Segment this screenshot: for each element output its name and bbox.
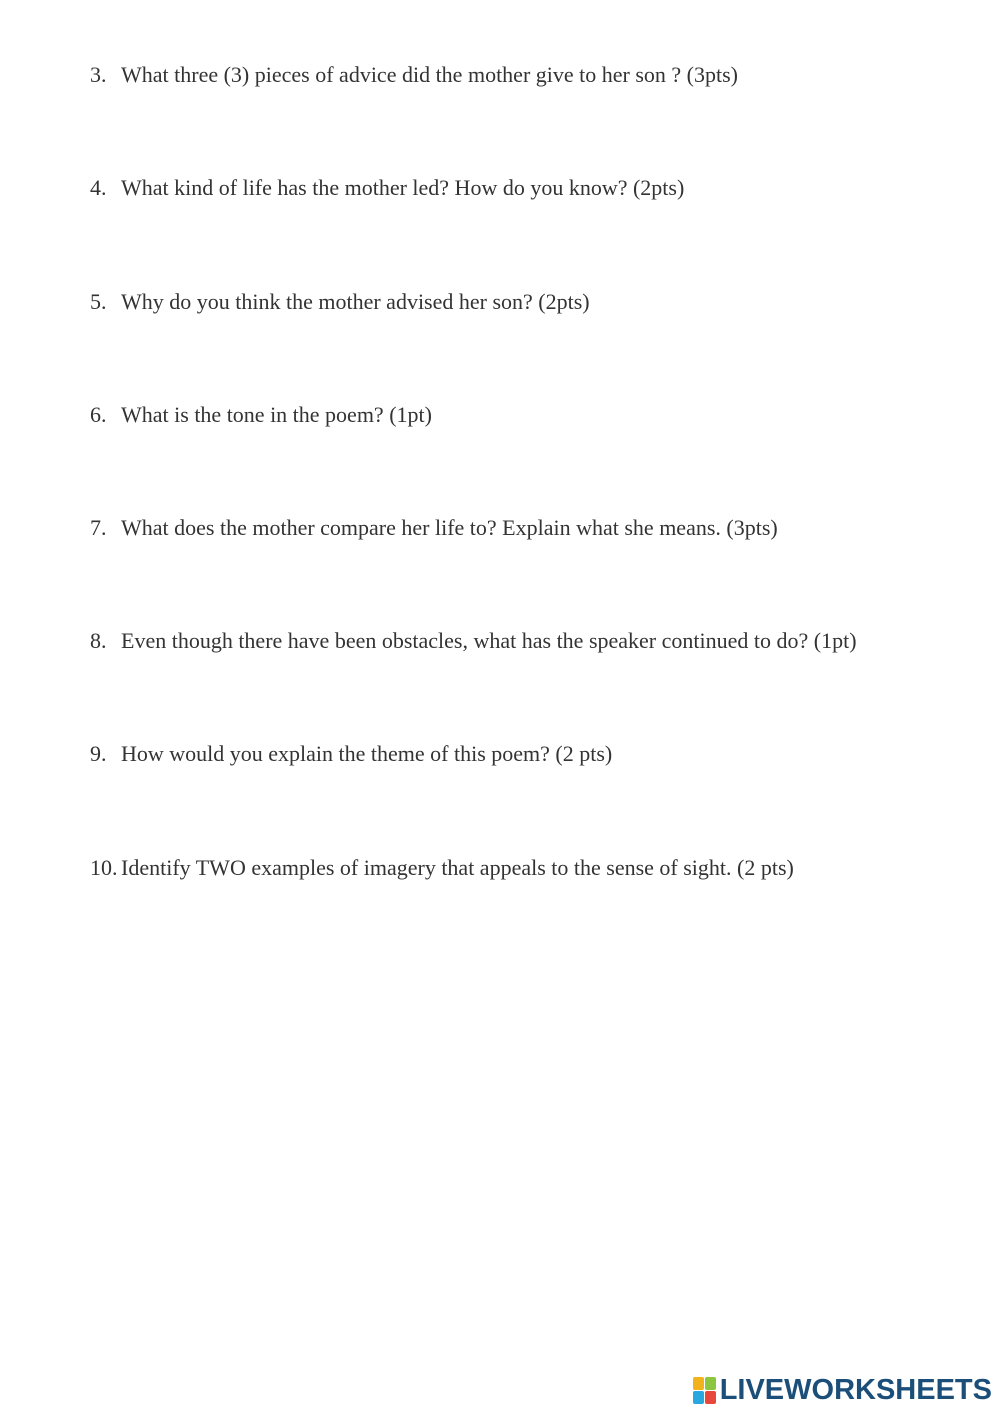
question-4 [90, 175, 684, 201]
question-text: What kind of life has the mother led? How do you know? (2pts) [121, 175, 685, 200]
logo-square-yellow [693, 1377, 704, 1390]
logo-square-blue [693, 1391, 704, 1404]
question-5 [90, 289, 590, 315]
question-number: 5. [90, 289, 107, 314]
question-number: 8. [90, 628, 107, 653]
question-text: How would you explain the theme of this poem? (2 pts) [121, 741, 613, 766]
question-text: Even though there have been obstacles, what has the speaker continued to do? (1pt) [121, 628, 857, 653]
question-number: 6. [90, 402, 107, 427]
question-7 [90, 515, 778, 541]
question-10 [90, 855, 794, 881]
question-text: Why do you think the mother advised her son? (2pts) [121, 289, 590, 314]
brand-name: LIVEWORKSHEETS [719, 1374, 992, 1406]
liveworksheets-brand[interactable] [693, 1374, 992, 1407]
question-6 [90, 402, 432, 428]
question-number: 7. [90, 515, 107, 540]
question-text: What does the mother compare her life to? Explain what she means. (3pts) [121, 515, 778, 540]
question-9 [90, 741, 612, 767]
question-text: What is the tone in the poem? (1pt) [121, 402, 432, 427]
logo-square-red [705, 1391, 716, 1404]
question-number: 4. [90, 175, 107, 200]
logo-square-green [705, 1377, 716, 1390]
question-3 [90, 62, 738, 88]
question-number: 9. [90, 741, 107, 766]
question-8 [90, 628, 857, 654]
liveworksheets-logo-icon [693, 1377, 716, 1404]
question-text: Identify TWO examples of imagery that appeals to the sense of sight. (2 pts) [121, 855, 794, 880]
question-number: 3. [90, 62, 107, 87]
question-text: What three (3) pieces of advice did the mother give to her son ? (3pts) [121, 62, 738, 87]
question-number: 10. [90, 855, 118, 880]
